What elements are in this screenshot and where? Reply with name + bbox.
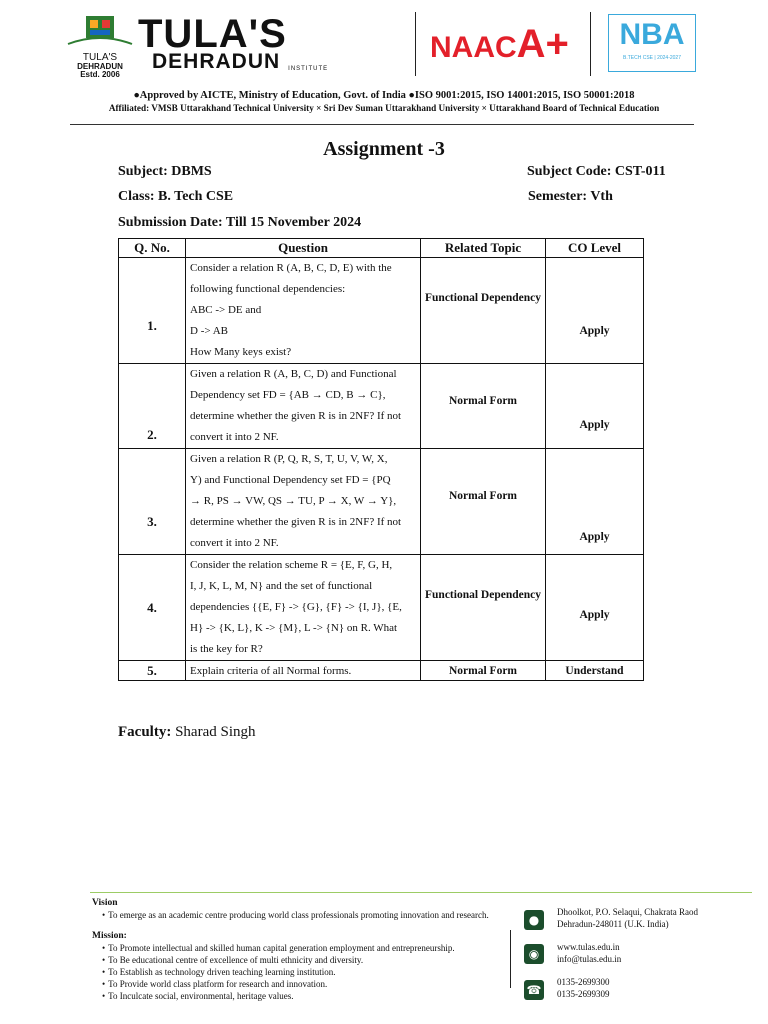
question-line: How Many keys exist? [190, 346, 292, 358]
question-line: ABC -> DE and [190, 304, 262, 316]
table-header-row [119, 239, 644, 258]
nba-logo [608, 14, 696, 72]
question-line: Y) and Functional Dependency set FD = {PQ [190, 474, 391, 486]
co-cell: Apply [546, 449, 644, 555]
page-title: Assignment -3 [323, 138, 445, 160]
question-cell [186, 258, 421, 364]
subject-label: Subject: DBMS [118, 164, 212, 179]
phone-number: 0135-2699309 [557, 989, 610, 999]
topic-cell: Normal Form [421, 364, 546, 449]
address-line: Dehradun-248011 (U.K. India) [557, 919, 669, 929]
list-item: • To emerge as an academic centre producing world class professionals promoting innovation and research. [102, 909, 512, 921]
footer-web [557, 941, 621, 965]
table-row [119, 661, 644, 681]
qno-cell: 3. [119, 449, 186, 555]
header-co-level: CO Level [546, 239, 644, 258]
wordmark-tag: INSTITUTE [288, 66, 329, 72]
footer-phone [557, 976, 610, 1000]
email-link[interactable]: info@tulas.edu.in [557, 954, 622, 964]
emblem-estd: Estd. 2006 [80, 70, 120, 79]
wordmark-line1: TULA'S [138, 12, 287, 56]
footer-divider [510, 930, 511, 988]
question-line: Given a relation R (P, Q, R, S, T, U, V, W, X, [190, 453, 388, 465]
semester-label: Semester: Vth [528, 189, 613, 204]
header-divider-2 [590, 12, 591, 76]
topic-cell: Functional Dependency [421, 555, 546, 661]
header-divider [415, 12, 416, 76]
question-line: Given a relation R (A, B, C, D) and Functional [190, 368, 397, 380]
emblem-city: DEHRADUN [77, 62, 123, 71]
co-cell: Apply [546, 258, 644, 364]
vision-heading: Vision [92, 898, 118, 908]
nba-text: NBA [619, 18, 685, 51]
website-link[interactable]: www.tulas.edu.in [557, 942, 620, 952]
question-line: determine whether the given R is in 2NF? If not [190, 410, 402, 422]
approval-line: ●Approved by AICTE, Ministry of Education, Govt. of India ●ISO 9001:2015, ISO 14001:2015, ISO 50001:2018 [133, 90, 635, 101]
question-line: convert it into 2 NF. [190, 537, 279, 549]
tulas-emblem-logo [64, 14, 136, 79]
qno-cell: 2. [119, 364, 186, 449]
question-line: H} -> {K, L}, K -> {M}, L -> {N} on R. What [190, 622, 398, 634]
phone-icon: ☎ [524, 980, 544, 1000]
question-line: Dependency set FD = {AB → CD, B → C}, [190, 389, 386, 401]
subject-code-label: Subject Code: CST-011 [527, 164, 666, 179]
mission-list [92, 942, 512, 1002]
question-line: following functional dependencies: [190, 283, 346, 295]
qno-cell: 5. [119, 661, 186, 681]
faculty-name: Sharad Singh [175, 724, 256, 740]
vision-list [92, 909, 512, 921]
table-row [119, 258, 644, 364]
topic-cell: Normal Form [421, 661, 546, 681]
question-line: D -> AB [190, 325, 228, 337]
naac-logo [430, 20, 580, 68]
footer-vision-mission [92, 896, 512, 1002]
faculty-label: Faculty: [118, 724, 172, 740]
affiliation-line: Affiliated: VMSB Uttarakhand Technical University × Sri Dev Suman Uttarakhand University × Uttarakhand Board of Technical Education [108, 103, 660, 113]
question-line: convert it into 2 NF. [190, 431, 279, 443]
header-topic: Related Topic [421, 239, 546, 258]
question-cell [186, 661, 421, 681]
question-cell [186, 364, 421, 449]
question-line: → R, PS → VW, QS → TU, P → X, W → Y}, [190, 495, 397, 507]
qno-cell: 1. [119, 258, 186, 364]
topic-cell: Functional Dependency [421, 258, 546, 364]
question-line: Consider the relation scheme R = {E, F, G, H, [190, 559, 393, 571]
question-line: Explain criteria of all Normal forms. [190, 664, 352, 677]
tulas-wordmark-logo [138, 12, 394, 76]
list-item: • To Promote intellectual and skilled human capital generation employment and entrepreneurship. [102, 942, 512, 954]
co-cell: Understand [546, 661, 644, 681]
address-line: Dhoolkot, P.O. Selaqui, Chakrata Raod [557, 907, 698, 917]
footer-address [557, 906, 698, 930]
assignment-table [118, 238, 644, 681]
co-cell: Apply [546, 364, 644, 449]
globe-icon: ◉ [524, 944, 544, 964]
class-label: Class: B. Tech CSE [118, 189, 234, 204]
question-line: determine whether the given R is in 2NF? If not [190, 516, 402, 528]
list-item: • To Provide world class platform for research and innovation. [102, 978, 512, 990]
question-cell [186, 449, 421, 555]
header-qno: Q. No. [119, 239, 186, 258]
topic-cell: Normal Form [421, 449, 546, 555]
list-item: • To Inculcate social, environmental, heritage values. [102, 990, 512, 1002]
naac-text: NAAC [430, 31, 517, 64]
wordmark-line2: DEHRADUN [152, 50, 281, 73]
emblem-graphic [64, 14, 136, 48]
nba-sub: B.TECH CSE | 2024-2027 [623, 55, 681, 61]
header-rule [70, 124, 694, 125]
table-row [119, 449, 644, 555]
question-line: I, J, K, L, M, N} and the set of functional [190, 580, 373, 592]
question-line: dependencies {{E, F} -> {G}, {F} -> {I, J}, {E, [190, 601, 402, 613]
question-line: Consider a relation R (A, B, C, D, E) with the [190, 262, 392, 274]
list-item: • To Establish as technology driven teaching learning institution. [102, 966, 512, 978]
table-row [119, 555, 644, 661]
phone-number: 0135-2699300 [557, 977, 610, 987]
list-item: • To Be educational centre of excellence of multi ethnicity and diversity. [102, 954, 512, 966]
submission-date-label: Submission Date: Till 15 November 2024 [118, 215, 362, 230]
location-icon: ● [524, 910, 544, 930]
qno-cell: 4. [119, 555, 186, 661]
header-question: Question [186, 239, 421, 258]
table-row [119, 364, 644, 449]
question-cell [186, 555, 421, 661]
naac-grade: A+ [516, 22, 569, 66]
co-cell: Apply [546, 555, 644, 661]
faculty-line [118, 724, 256, 741]
emblem-name: TULA'S [82, 52, 118, 63]
footer-rule [90, 892, 752, 893]
question-line: is the key for R? [190, 643, 263, 655]
mission-heading: Mission: [92, 931, 127, 941]
